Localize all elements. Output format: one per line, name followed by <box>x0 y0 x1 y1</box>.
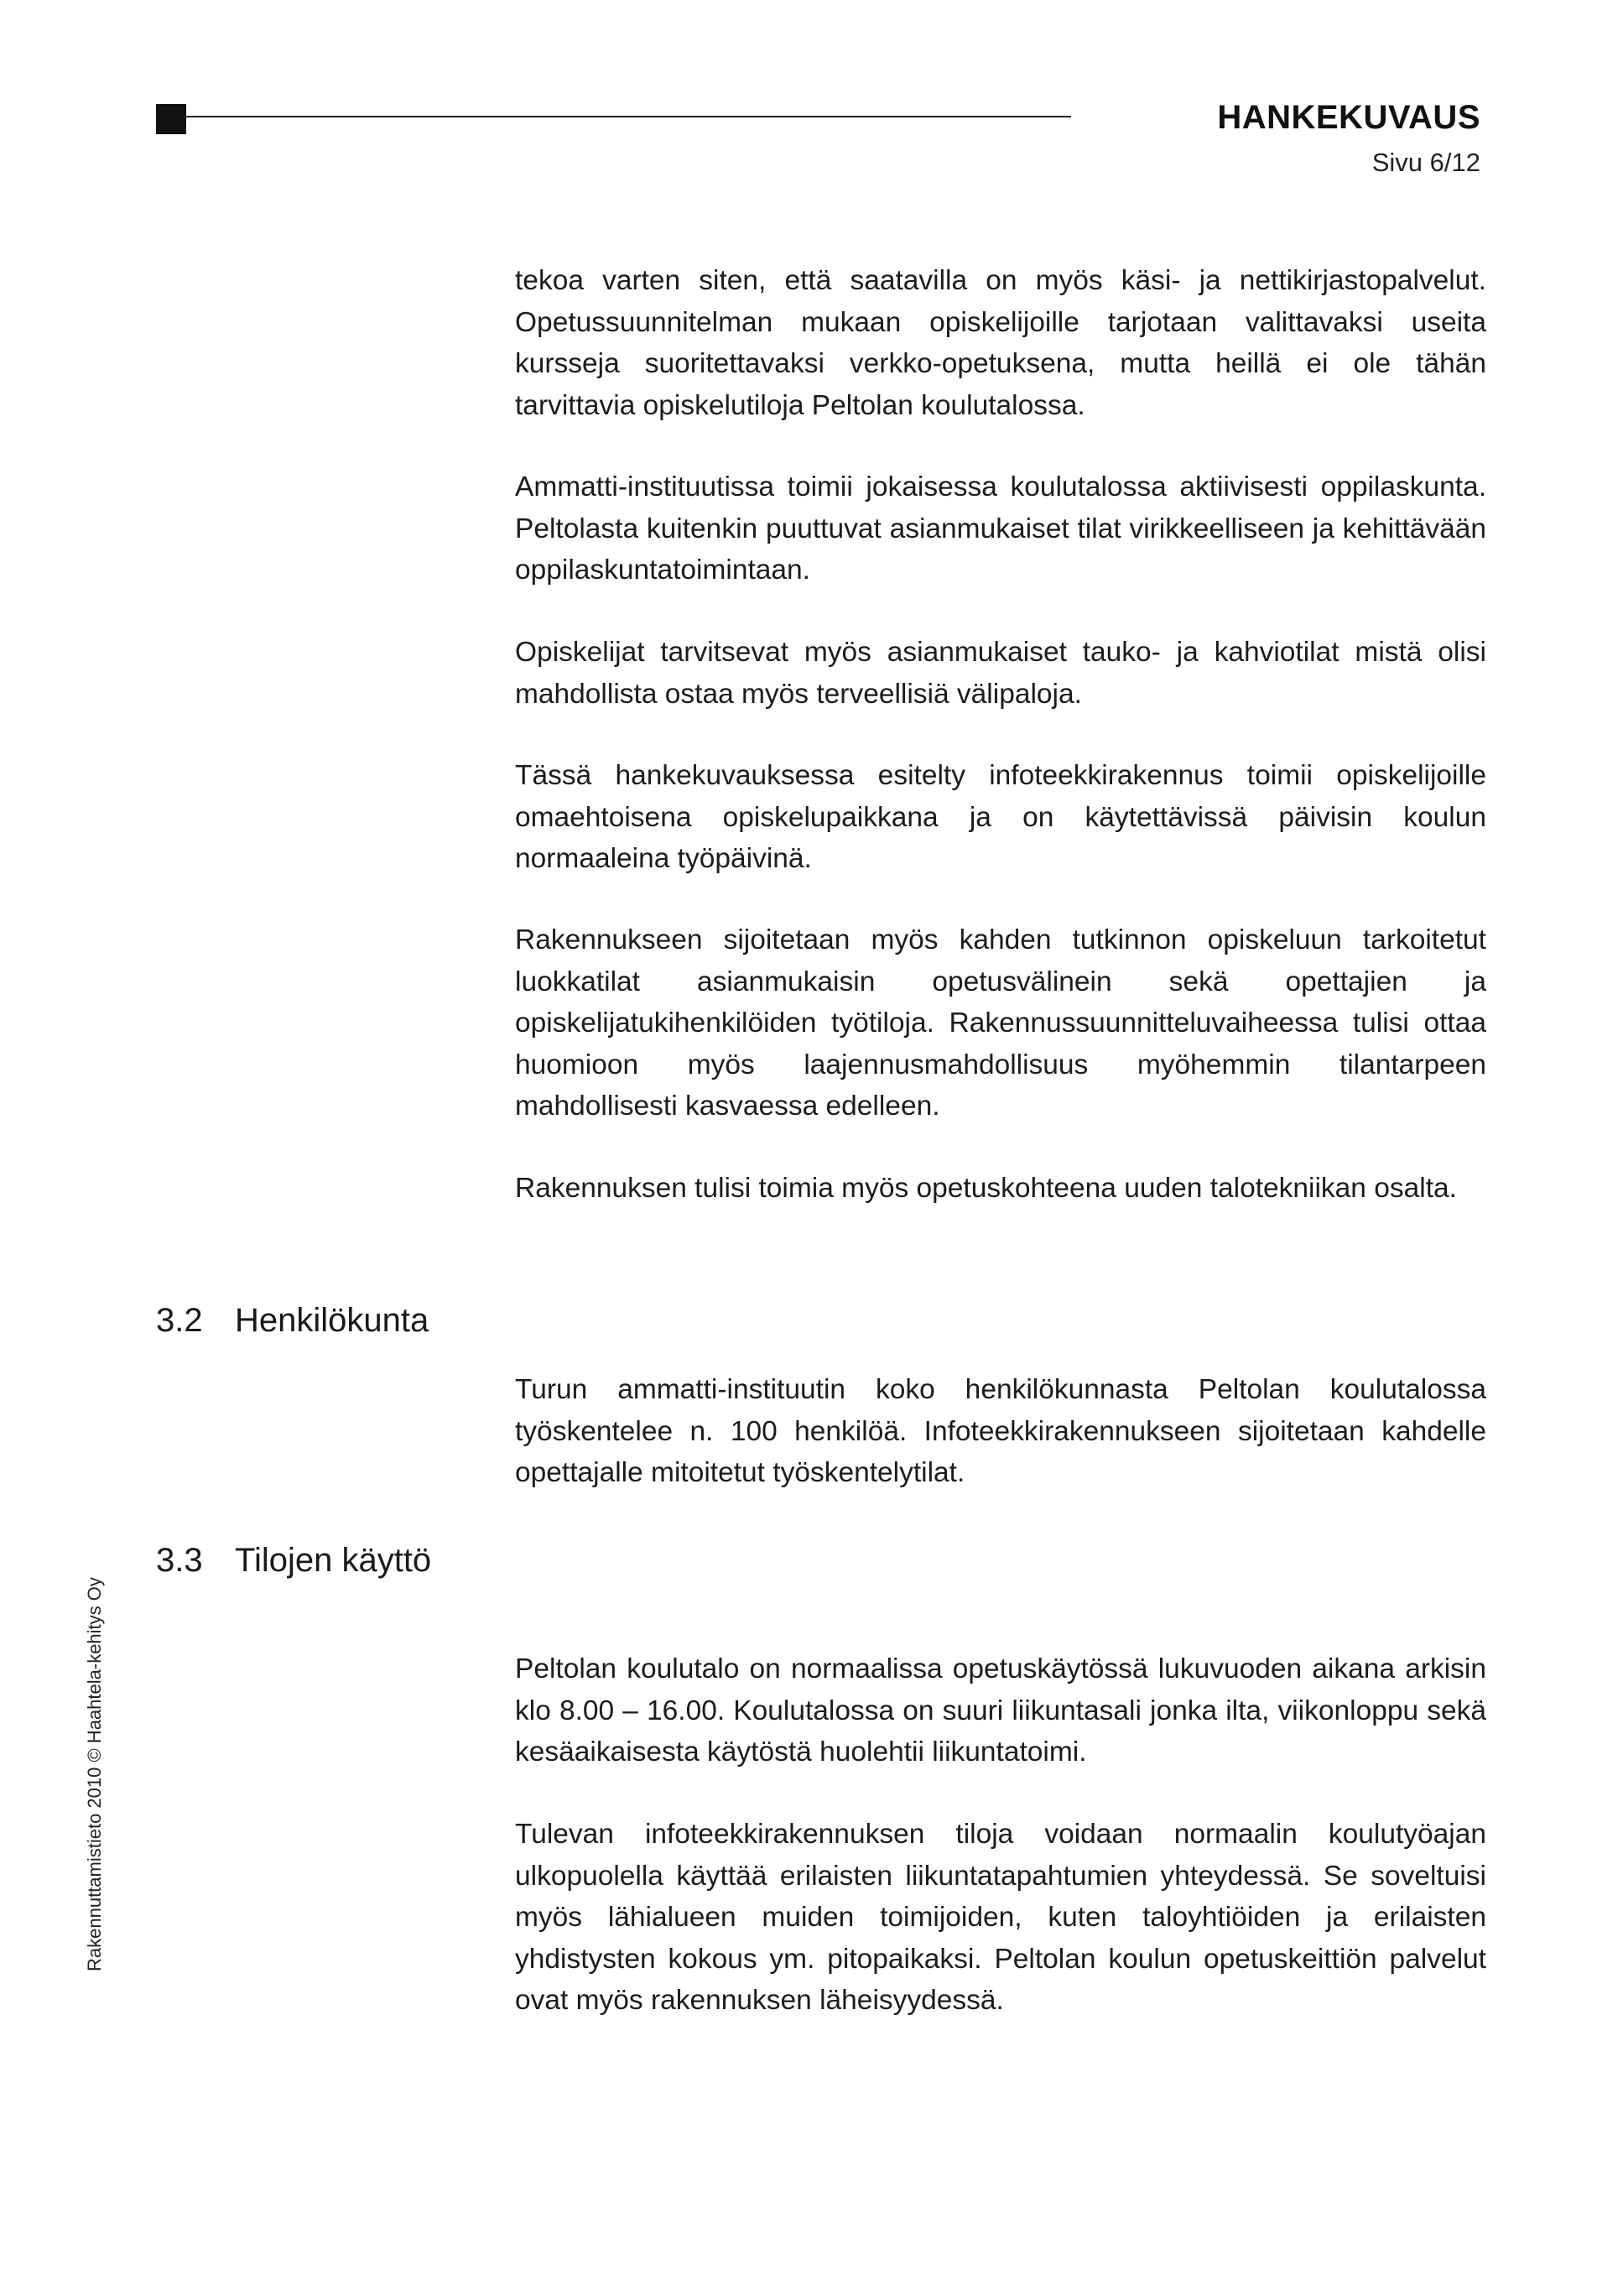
paragraph-intro-3: Opiskelijat tarvitsevat myös asianmukaiset tauko- ja kahviotilat mistä olisi mahdollista ostaa myös terveellisiä välipaloja. <box>515 637 1486 710</box>
paragraph-intro-6: Rakennuksen tulisi toimia myös opetuskohteena uuden talotekniikan osalta. <box>515 1173 1457 1204</box>
paragraph-tilojen-kaytto-2: Tulevan infoteekkirakennuksen tiloja voidaan normaalin koulutyöajan ulkopuolella käyttää erilaisten liikuntatapahtumien yhteydessä. Se soveltuisi myös lähialueen muiden toimijoiden, kuten taloyhtiöiden ja erilaisten yhdistysten kokous ym. pitopaikaksi. Peltolan koulun opetuskeittiön palvelut ovat myös rakennuksen läheisyydessä. <box>515 1819 1486 2016</box>
paragraph-intro-4: Tässä hankekuvauksessa esitelty infoteekkirakennus toimii opiskelijoille omaehtoisena opiskelupaikkana ja on käytettävissä päivisin koulun normaaleina työpäivinä. <box>515 760 1486 874</box>
section-title: Tilojen käyttö <box>235 1542 432 1579</box>
section-number: 3.3 <box>156 1542 203 1579</box>
header-rule <box>186 116 1071 117</box>
paragraph-intro-1: tekoa varten siten, että saatavilla on myös käsi- ja nettikirjastopalvelut. Opetussuunnitelman mukaan opiskelijoille tarjotaan valittavaksi useita kursseja suoritettavaksi verkko-opetuksena, mutta heillä ei ole tähän tarvittavia opiskelutiloja Peltolan koulutalossa. <box>515 265 1486 421</box>
paragraph-intro-5: Rakennukseen sijoitetaan myös kahden tutkinnon opiskeluun tarkoitetut luokkatilat asianmukaisin opetusvälinein sekä opettajien ja opiskelijatukihenkilöiden työtiloja. Rakennussuunnitteluvaiheessa tulisi ottaa huomioon myös laajennusmahdollisuus myöhemmin tilantarpeen mahdollisesti kasvaessa edelleen. <box>515 924 1486 1122</box>
section-heading-henkilokunta <box>156 1302 429 1340</box>
copyright-note: Rakennuttamistieto 2010 © Haahtela-kehitys Oy <box>84 1577 105 1971</box>
paragraph-henkilokunta-1: Turun ammatti-instituutin koko henkilökunnasta Peltolan koulutalossa työskentelee n. 100 henkilöä. Infoteekkirakennukseen sijoitetaan kahdelle opettajalle mitoitetut työskentelytilat. <box>515 1374 1486 1488</box>
paragraph-tilojen-kaytto-1: Peltolan koulutalo on normaalissa opetuskäytössä lukuvuoden aikana arkisin klo 8.00 – 16.00. Koulutalossa on suuri liikuntasali jonka ilta, viikonloppu sekä kesäaikaisesta käytöstä huolehtii liikuntatoimi. <box>515 1653 1486 1768</box>
header-marker <box>156 104 186 134</box>
section-title: Henkilökunta <box>235 1302 429 1339</box>
page-number: Sivu 6/12 <box>1371 148 1480 177</box>
section-number: 3.2 <box>156 1302 203 1339</box>
section-heading-tilojen-kaytto <box>156 1542 431 1580</box>
document-title: HANKEKUVAUS <box>1217 99 1480 136</box>
paragraph-intro-2: Ammatti-instituutissa toimii jokaisessa koulutalossa aktiivisesti oppilaskunta. Peltolasta kuitenkin puuttuvat asianmukaiset tilat virikkeelliseen ja kehittävään oppilaskuntatoimintaan. <box>515 471 1486 586</box>
